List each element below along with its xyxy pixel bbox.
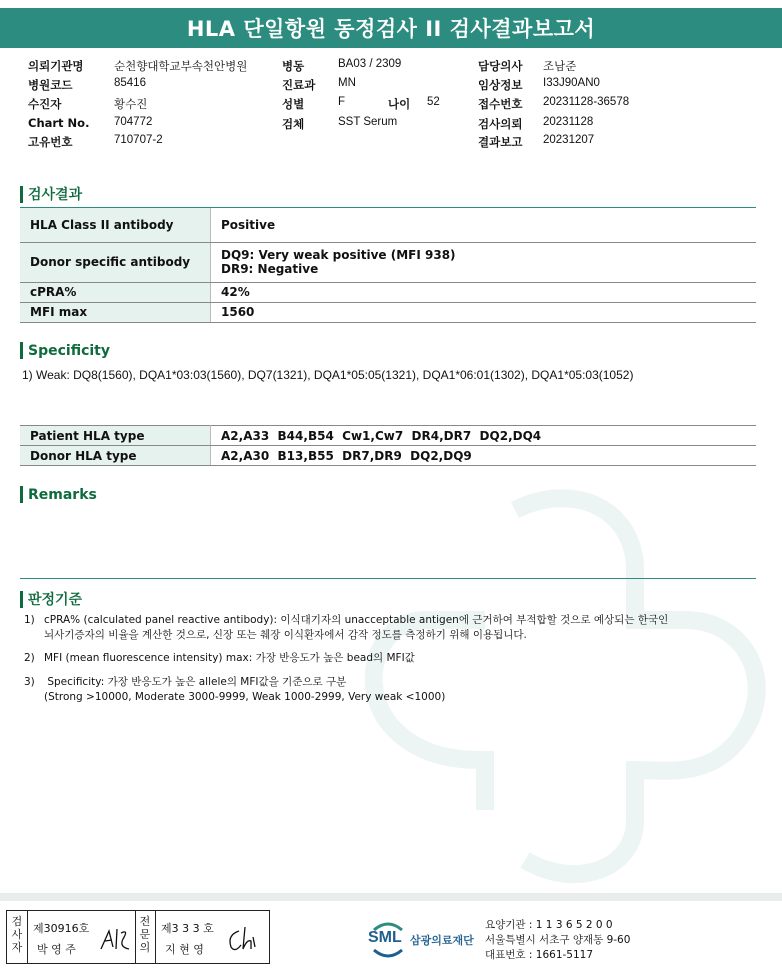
criteria-item	[24, 613, 668, 643]
uid-value: 710707-2	[114, 134, 163, 146]
specificity-heading-marker	[20, 342, 23, 359]
request-value: 20231128	[543, 116, 594, 128]
ward-value: BA03 / 2309	[338, 58, 402, 70]
sign-divider	[135, 911, 136, 963]
clinical-label: 임상정보	[478, 78, 523, 92]
institution-label: 의뢰기관명	[28, 59, 84, 73]
remarks-divider	[20, 578, 756, 579]
results-heading	[20, 184, 82, 204]
remarks-heading-marker	[20, 486, 23, 503]
patient-label: 수진자	[28, 97, 62, 111]
patient-value: 황수진	[114, 99, 148, 111]
specimen-label: 검체	[282, 117, 305, 131]
table-row	[20, 242, 756, 282]
result-label: cPRA%	[20, 282, 211, 302]
results-table	[20, 208, 756, 323]
criteria-heading	[20, 589, 82, 609]
inspector-label-text: 검사자	[11, 915, 23, 954]
age-label: 나이	[388, 97, 411, 111]
result-value: 1560	[211, 302, 757, 322]
age-value: 52	[427, 96, 440, 108]
specimen-value: SST Serum	[338, 116, 398, 128]
doctor-label: 담당의사	[478, 59, 523, 73]
dsa-line-1: DQ9: Very weak positive (MFI 938)	[221, 248, 456, 262]
foundation-name: 삼광의료재단	[410, 934, 474, 947]
result-value: Positive	[211, 208, 757, 242]
remarks-heading-text: Remarks	[28, 486, 97, 503]
sex-label: 성별	[282, 97, 305, 111]
hospital-code-label: 병원코드	[28, 78, 73, 92]
confirmer-label-text: 전문의	[139, 915, 151, 954]
table-row	[20, 302, 756, 322]
hla-type-value: A2,A33 B44,B54 Cw1,Cw7 DR4,DR7 DQ2,DQ4	[211, 426, 757, 446]
inspector-license: 제30916호	[33, 922, 90, 935]
results-heading-marker	[20, 186, 23, 203]
confirmer-license: 제3 3 3 호	[161, 922, 214, 935]
sex-value: F	[338, 96, 346, 108]
criteria-line: MFI (mean fluorescence intensity) max: 가장 반응도가 높은 bead의 MFI값	[44, 652, 415, 664]
dept-value: MN	[338, 77, 356, 89]
ward-label: 병동	[282, 59, 305, 73]
sign-divider	[27, 911, 28, 963]
receipt-label: 접수번호	[478, 97, 523, 111]
dsa-line-2: DR9: Negative	[221, 262, 319, 276]
criteria-num: 3)	[24, 676, 35, 688]
table-row	[20, 282, 756, 302]
hla-type-label: Donor HLA type	[20, 446, 211, 466]
inspector-signature-icon	[99, 925, 133, 955]
result-label: MFI max	[20, 302, 211, 322]
uid-label: 고유번호	[28, 135, 73, 149]
specificity-heading-text: Specificity	[28, 342, 110, 359]
result-value	[211, 242, 757, 282]
hla-type-value: A2,A30 B13,B55 DR7,DR9 DQ2,DQ9	[211, 446, 757, 466]
sml-logo-text: SML	[368, 929, 402, 946]
result-value: 42%	[211, 282, 757, 302]
criteria-item	[24, 675, 445, 705]
request-label: 검사의뢰	[478, 117, 523, 131]
institution-value: 순천향대학교부속천안병원	[114, 61, 248, 73]
sign-divider	[155, 911, 156, 963]
specificity-text: 1) Weak: DQ8(1560), DQA1*03:03(1560), DQ7(1321), DQA1*05:05(1321), DQA1*06:01(1302), DQA1*05:03(1052)	[22, 368, 634, 382]
table-row	[20, 208, 756, 242]
criteria-num: 2)	[24, 652, 35, 664]
report-date-label: 결과보고	[478, 135, 523, 149]
inspector-name: 박 영 주	[37, 943, 76, 956]
criteria-line: (Strong >10000, Moderate 3000-9999, Weak 1000-2999, Very weak <1000)	[44, 691, 446, 703]
specificity-heading	[20, 342, 110, 359]
footer-divider	[0, 893, 782, 901]
criteria-item	[24, 651, 415, 666]
confirmer-label	[137, 915, 153, 954]
foundation-address	[485, 918, 630, 963]
report-date-value: 20231207	[543, 134, 595, 146]
receipt-value: 20231128-36578	[543, 96, 630, 108]
hospital-code-value: 85416	[114, 77, 146, 89]
hla-type-table	[20, 425, 756, 466]
confirmer-name: 지 현 영	[165, 943, 204, 956]
criteria-heading-text: 판정기준	[28, 592, 83, 608]
confirmer-signature-icon	[225, 925, 261, 955]
criteria-heading-marker	[20, 591, 23, 608]
address: 서울특별시 서초구 양재동 9-60	[485, 934, 631, 946]
chart-label: Chart No.	[28, 116, 90, 130]
report-title: HLA 단일항원 동정검사 II 검사결과보고서	[0, 8, 782, 48]
remarks-heading	[20, 486, 97, 503]
signature-box	[6, 910, 270, 964]
result-label: Donor specific antibody	[20, 242, 211, 282]
clinical-value: I33J90AN0	[543, 77, 600, 89]
criteria-line: 뇌사기증자의 비율을 계산한 것으로, 신장 또는 췌장 이식환자에서 감작 정도를 측정하기 위해 이용됩니다.	[44, 629, 527, 641]
dept-label: 진료과	[282, 78, 316, 92]
doctor-value: 조남준	[543, 61, 577, 73]
phone: 대표번호 : 1661-5117	[485, 949, 594, 961]
org-code: 요양기관 : 1 1 3 6 5 2 0 0	[485, 919, 613, 931]
table-row	[20, 446, 756, 466]
criteria-num: 1)	[24, 614, 35, 626]
results-heading-text: 검사결과	[28, 187, 83, 203]
criteria-line: cPRA% (calculated panel reactive antibody): 이식대기자의 unacceptable antigen에 근거하여 부적합할 것으로 예상되는 한국인	[44, 614, 669, 626]
chart-value: 704772	[114, 116, 153, 128]
inspector-label	[9, 915, 25, 954]
table-row	[20, 426, 756, 446]
criteria-line: Specificity: 가장 반응도가 높은 allele의 MFI값을 기준으로 구분	[44, 676, 347, 688]
result-label: HLA Class II antibody	[20, 208, 211, 242]
hla-type-label: Patient HLA type	[20, 426, 211, 446]
